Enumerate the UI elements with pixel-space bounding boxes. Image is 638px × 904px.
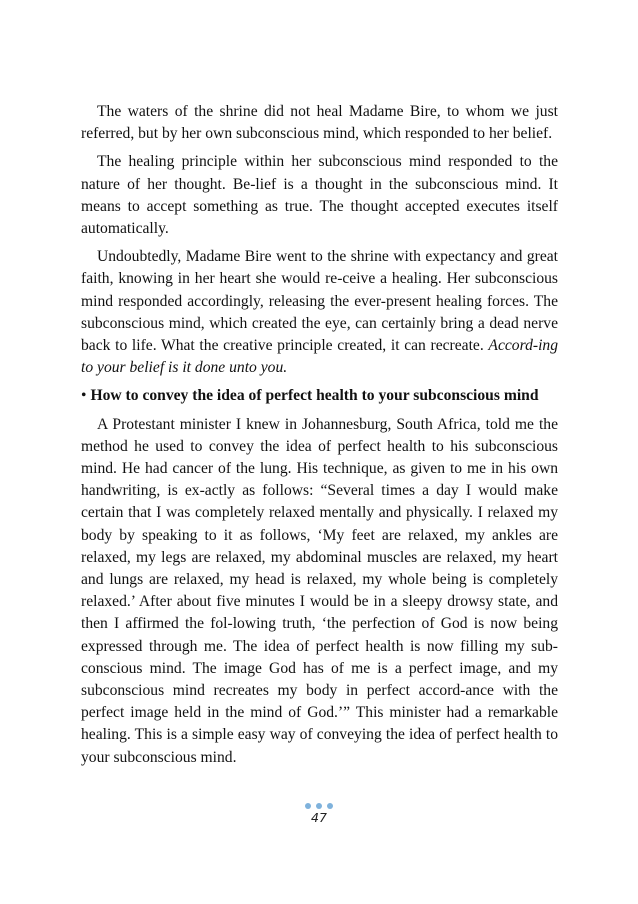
page-footer bbox=[0, 803, 638, 825]
dot-icon bbox=[316, 803, 322, 809]
paragraph-madame-bire-text: Undoubtedly, Madame Bire went to the shrine with expectancy and great faith, knowing in her heart she would re-ceive a healing. Her subconscious mind responded accordingly, releasing the ever-present healing forces. The subconscious mind, which created the eye, can certainly bring a dead nerve back to life. What the creative principle created, it can recreate. bbox=[81, 248, 558, 355]
page-number: 47 bbox=[311, 810, 327, 825]
ornament-dots-icon bbox=[0, 803, 638, 810]
dot-icon bbox=[327, 803, 333, 809]
section-heading bbox=[81, 385, 558, 407]
page-body bbox=[81, 101, 558, 775]
paragraph-protestant-minister: A Protestant minister I knew in Johannesburg, South Africa, told me the method he used to convey the idea of perfect health to his subconscious mind. He had cancer of the lung. His technique, as given to me in his own handwriting, is ex-actly as follows: “Several times a day I would make certain that I was completely relaxed mentally and physically. I relaxed my body by speaking to it as follows, ‘My feet are relaxed, my ankles are relaxed, my legs are relaxed, my abdominal muscles are relaxed, my heart and lungs are relaxed, my head is relaxed, my whole being is completely relaxed.’ After about five minutes I would be in a sleepy drowsy state, and then I affirmed the fol-lowing truth, ‘the perfection of God is now being expressed through me. The idea of perfect health is now filling my sub-conscious mind. The image God has of me is a perfect image, and my subconscious mind recreates my body in perfect accord-ance with the perfect image held in the mind of God.’” This minister had a remarkable healing. This is a simple easy way of conveying the idea of perfect health to your subconscious mind. bbox=[81, 415, 558, 766]
paragraph-madame-bire bbox=[81, 246, 558, 379]
dot-icon bbox=[305, 803, 311, 809]
paragraph-shrine: The waters of the shrine did not heal Madame Bire, to whom we just referred, but by her own subconscious mind, which responded to her belief. bbox=[81, 103, 558, 143]
paragraph-healing-principle: The healing principle within her subconscious mind responded to the nature of her thought. Be-lief is a thought in the subconscious mind. It means to accept something as true. The thought accepted executes itself automatically. bbox=[81, 153, 558, 238]
bullet-icon: • bbox=[81, 387, 87, 405]
section-heading-text: How to convey the idea of perfect health to your subconscious mind bbox=[90, 387, 539, 405]
italic-quote: Accord-ing to your belief is it done unto you. bbox=[81, 337, 558, 377]
